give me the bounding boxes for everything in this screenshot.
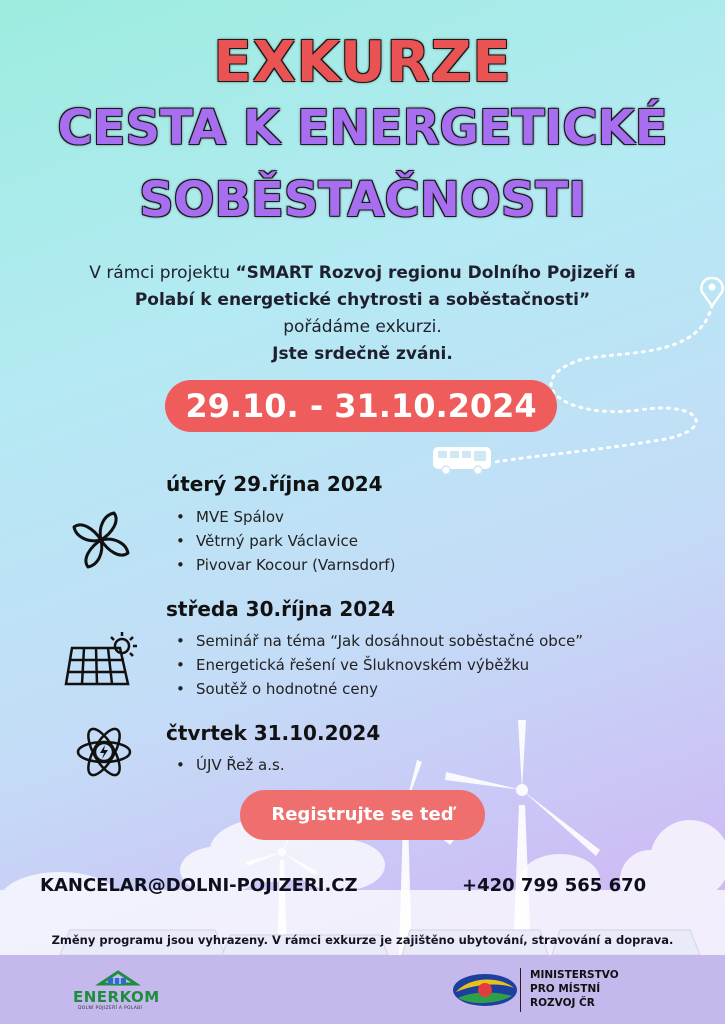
list-item: • Pivovar Kocour (Varnsdorf)	[176, 553, 395, 577]
list-item: • MVE Spálov	[176, 505, 395, 529]
list-item: • Větrný park Václavice	[176, 529, 395, 553]
project-name-line1: “SMART Rozvoj regionu Dolního Pojizeří a	[235, 263, 636, 283]
atom-icon	[74, 722, 134, 782]
day-list-3	[176, 753, 285, 777]
day-list-1	[176, 505, 395, 577]
title-cesta: CESTA K ENERGETICKÉ	[57, 100, 668, 156]
pinwheel-icon	[68, 507, 134, 573]
ministry-line2: PRO MÍSTNÍ	[530, 983, 601, 995]
list-item: • Seminář na téma “Jak dosáhnout soběstačné obce”	[176, 629, 583, 653]
list-item: • Energetická řešení ve Šluknovském výběžku	[176, 653, 583, 677]
date-range-badge: 29.10. - 31.10.2024	[165, 380, 557, 432]
ministry-name	[530, 968, 619, 1010]
title-sobestacnosti: SOBĚSTAČNOSTI	[139, 172, 586, 228]
contact-phone[interactable]: +420 799 565 670	[462, 875, 647, 896]
ministry-line1: MINISTERSTVO	[530, 969, 619, 981]
solar-panel-icon	[62, 628, 142, 688]
program-note: Změny programu jsou vyhrazeny. V rámci exkurze je zajištěno ubytování, stravování a doprava.	[51, 933, 674, 947]
project-name-line2: Polabí k energetické chytrosti a soběstačnosti”	[134, 290, 591, 310]
intro-organize: pořádáme exkurzi.	[283, 317, 442, 337]
register-button[interactable]: Registrujte se teď	[240, 790, 485, 840]
intro-welcome: Jste srdečně zváni.	[272, 344, 453, 364]
day-title-2: středa 30.října 2024	[166, 597, 396, 621]
enerkom-name: ENERKOM	[73, 988, 160, 1006]
intro-prefix: V rámci projektu	[89, 263, 236, 283]
location-pin-icon	[701, 278, 722, 306]
day-list-2	[176, 629, 583, 701]
contact-email[interactable]: KANCELAR@DOLNI-POJIZERI.CZ	[40, 875, 358, 896]
ministry-line3: ROZVOJ ČR	[530, 997, 595, 1009]
day-title-3: čtvrtek 31.10.2024	[166, 721, 381, 745]
bus-icon	[433, 447, 491, 474]
list-item: • Soutěž o hodnotné ceny	[176, 677, 583, 701]
intro-text	[40, 260, 685, 368]
list-item: • ÚJV Řež a.s.	[176, 753, 285, 777]
eu-ministry-logo-icon	[450, 970, 520, 1010]
enerkom-subtitle: DOLNÍ POJIZEŘÍ A POLABÍ	[78, 1006, 143, 1011]
day-title-1: úterý 29.října 2024	[166, 472, 383, 496]
ministry-divider	[520, 968, 521, 1012]
title-exkurze: EXKURZE	[213, 30, 512, 95]
